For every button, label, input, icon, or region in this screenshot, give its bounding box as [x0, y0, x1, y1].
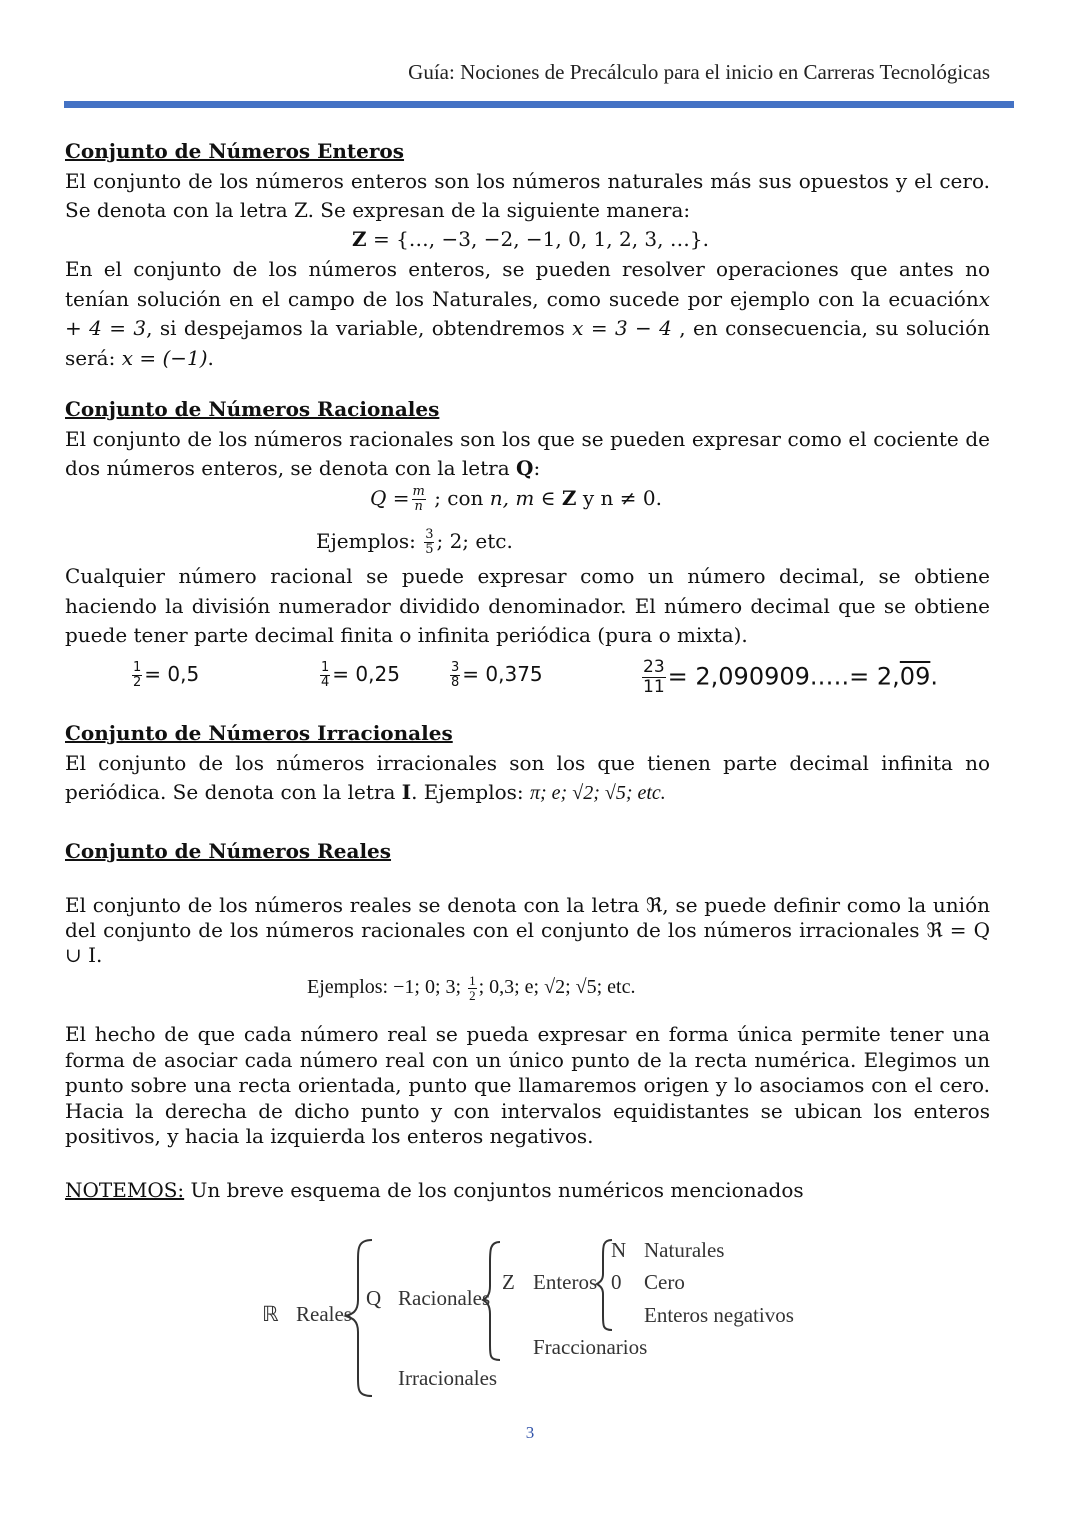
- ex4-period: 09: [899, 662, 931, 691]
- ej-numerator: 3: [425, 527, 434, 542]
- diagram-irracionales: Irracionales: [398, 1366, 498, 1390]
- ex4-den: 11: [643, 677, 665, 697]
- diagram-zero-symbol: 0: [611, 1270, 622, 1294]
- irr-text-a: El conjunto de los números irracionales son los que tienen parte decimal infinita no periódica. Se denota con la letra: [65, 750, 990, 804]
- diagram-r-symbol: ℝ: [262, 1302, 279, 1326]
- diagram-cero: Cero: [644, 1270, 685, 1294]
- ex3-val: = 0,375: [462, 662, 543, 686]
- diagram-enteros: Enteros: [533, 1270, 598, 1294]
- q-letter: Q: [516, 456, 534, 480]
- notemos-label: NOTEMOS:: [65, 1178, 185, 1202]
- diagram-z-symbol: Z: [502, 1270, 515, 1294]
- ej-label: Ejemplos:: [316, 529, 416, 553]
- def-denominator: n: [414, 499, 423, 514]
- ex1-den: 2: [133, 675, 142, 690]
- equation-1: x + 4 = 3: [65, 286, 990, 340]
- ej-denominator: 5: [425, 542, 434, 557]
- diagram-reales: Reales: [296, 1302, 352, 1326]
- z-set-expression: = {…, −3, −2, −1, 0, 1, 2, 3, …}.: [366, 227, 709, 251]
- ex2-den: 4: [321, 675, 330, 690]
- page-number: 3: [525, 1423, 535, 1442]
- reales-paragraph-1: El conjunto de los números reales se denota con la letra ℜ, se puede definir como la unión del conjunto de los números racionales con el conjunto de los números irracionales ℜ = Q ∪ I.: [65, 893, 990, 967]
- irr-examples: π; e; √2; √5; etc.: [530, 782, 666, 804]
- running-header: Guía: Nociones de Precálculo para el inicio en Carreras Tecnológicas: [408, 60, 990, 84]
- ex2-num: 1: [321, 660, 330, 675]
- ex4-num: 23: [643, 657, 665, 677]
- heading-reales: Conjunto de Números Reales: [65, 839, 392, 863]
- racionales-text-b: :: [533, 456, 541, 480]
- def-mid: ; con: [427, 486, 490, 510]
- ex4-end: .: [930, 662, 938, 691]
- def-end: y n ≠ 0.: [576, 486, 662, 510]
- enteros-text-c: , en consecuencia, su solución será:: [65, 316, 990, 370]
- diagram-racionales: Racionales: [398, 1286, 491, 1310]
- racionales-paragraph-2: Cualquier número racional se puede expresar como un número decimal, se obtiene haciendo la división numerador dividido denominador. El número decimal que se obtiene puede tener parte decimal finita o infinita periódica (pura o mixta).: [65, 564, 990, 647]
- enteros-paragraph-1: El conjunto de los números enteros son los números naturales más sus opuestos y el cero. Se denota con la letra Z. Se expresan de la siguiente manera:: [65, 168, 990, 222]
- notemos-text: Un breve esquema de los conjuntos numéricos mencionados: [184, 1178, 804, 1202]
- ex1-val: = 0,5: [144, 662, 200, 686]
- diagram-enteros-negativos: Enteros negativos: [644, 1303, 794, 1327]
- i-letter: I: [401, 780, 412, 804]
- z-symbol: Z: [352, 227, 367, 251]
- ex3-num: 3: [451, 660, 460, 675]
- heading-enteros: Conjunto de Números Enteros: [65, 139, 405, 163]
- real-ej-b: ; 0,3; e; √2; √5; etc.: [478, 976, 636, 998]
- ej-rest: ; 2; etc.: [436, 529, 513, 553]
- real-ej-den: 2: [469, 987, 476, 1003]
- ex4-val: = 2,090909.….= 2,: [667, 662, 900, 691]
- ex3-den: 8: [451, 675, 460, 690]
- brace-enteros: [597, 1240, 612, 1330]
- enteros-text-b: , si despejamos la variable, obtendremos: [146, 316, 573, 340]
- irr-text-b: . Ejemplos:: [411, 780, 530, 804]
- real-ej-a: Ejemplos: −1; 0; 3;: [307, 976, 467, 998]
- diagram-n-symbol: N: [611, 1238, 627, 1262]
- enteros-text-d: .: [207, 345, 214, 370]
- racionales-text-a: El conjunto de los números racionales son los que se pueden expresar como el cociente de dos números enteros, se denota con la letra: [65, 426, 990, 480]
- def-numerator: m: [412, 484, 425, 499]
- diagram-fraccionarios: Fraccionarios: [533, 1335, 648, 1359]
- enteros-text-a: En el conjunto de los números enteros, se pueden resolver operaciones que antes no tenían solución en el campo de los Naturales, como sucede por ejemplo con la ecuación: [65, 257, 990, 311]
- equation-2: x = 3 − 4: [572, 316, 672, 340]
- def-lhs: Q =: [370, 486, 410, 510]
- def-vars: n, m ∈: [489, 486, 562, 510]
- equation-3: x = (−1): [121, 345, 208, 370]
- reales-paragraph-2: El hecho de que cada número real se pueda expresar en forma única permite tener una forma de asociar cada número real con un único punto de la recta numérica. Elegimos un punto sobre una recta orientada, punto que llamaremos origen y lo asociamos con el cero. Hacia la derecha de dicho punto y con intervalos equidistantes se ubican los enteros positivos, y hacia la izquierda los enteros negativos.: [65, 1022, 990, 1148]
- diagram-naturales: Naturales: [644, 1238, 725, 1262]
- def-z: Z: [561, 486, 577, 510]
- heading-racionales: Conjunto de Números Racionales: [65, 397, 440, 421]
- ex2-val: = 0,25: [332, 662, 400, 686]
- real-ej-num: 1: [469, 972, 476, 988]
- heading-irracionales: Conjunto de Números Irracionales: [65, 721, 453, 745]
- ex1-num: 1: [133, 660, 142, 675]
- diagram-q-symbol: Q: [366, 1286, 382, 1310]
